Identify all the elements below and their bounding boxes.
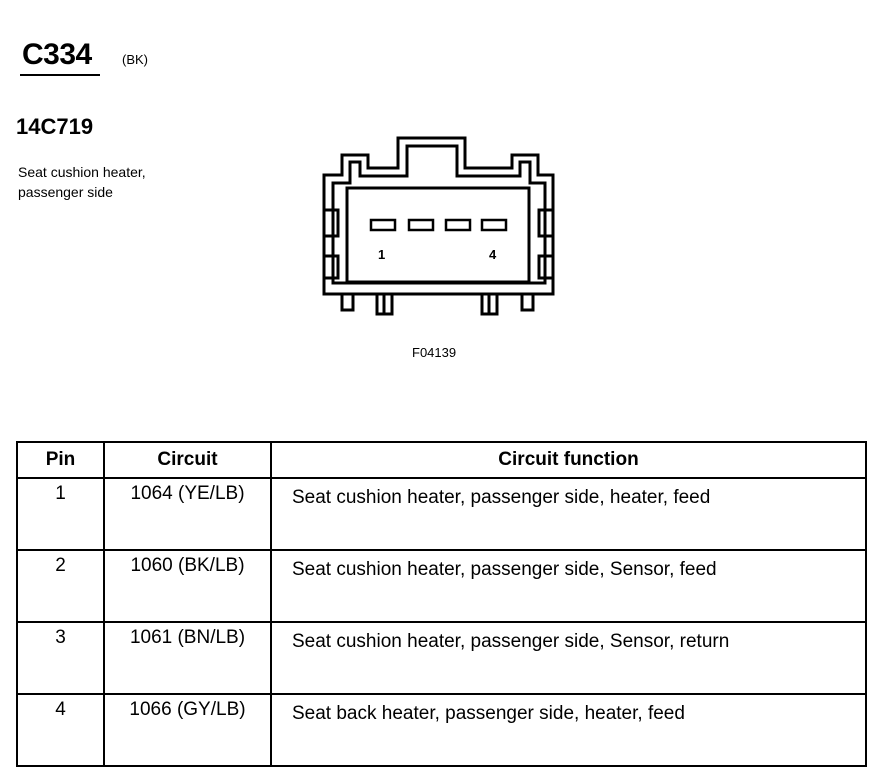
header-circuit-function: Circuit function (271, 442, 866, 478)
header-pin: Pin (17, 442, 104, 478)
bottom-leg-2 (377, 294, 392, 314)
table-row (17, 550, 866, 622)
pin-cell: 4 (17, 694, 104, 766)
connector-color: (BK) (122, 52, 148, 67)
table-row (17, 694, 866, 766)
function-cell: Seat back heater, passenger side, heater, feed (271, 694, 866, 766)
pin-cavity-4 (482, 220, 506, 230)
left-latch-upper (324, 210, 338, 236)
pin-cell: 2 (17, 550, 104, 622)
connector-id: C334 (22, 38, 92, 71)
circuit-cell: 1060 (BK/LB) (104, 550, 271, 622)
component-id: 14C719 (16, 114, 94, 139)
pin-label-last: 4 (489, 247, 497, 262)
pin-cavity-2 (409, 220, 433, 230)
pin-label-first: 1 (378, 247, 386, 262)
component-description-line2: passenger side (18, 184, 113, 200)
circuit-cell: 1064 (YE/LB) (104, 478, 271, 550)
pin-cavity-3 (446, 220, 470, 230)
pin-table (16, 441, 867, 767)
table-header-row (17, 442, 866, 478)
table-row (17, 478, 866, 550)
figure-number: F04139 (412, 345, 457, 360)
connector-face-diagram (318, 136, 558, 318)
component-description-line1: Seat cushion heater, (18, 164, 146, 180)
bottom-leg-4 (522, 294, 533, 310)
connector-cavity (347, 188, 529, 282)
component-description (18, 162, 146, 202)
circuit-cell: 1061 (BN/LB) (104, 622, 271, 694)
bottom-leg-3 (482, 294, 497, 314)
function-cell: Seat cushion heater, passenger side, heater, feed (271, 478, 866, 550)
pin-cavity-1 (371, 220, 395, 230)
connector-id-underline (20, 74, 100, 76)
pin-cell: 3 (17, 622, 104, 694)
header-circuit: Circuit (104, 442, 271, 478)
function-cell: Seat cushion heater, passenger side, Sensor, return (271, 622, 866, 694)
bottom-leg-1 (342, 294, 353, 310)
circuit-cell: 1066 (GY/LB) (104, 694, 271, 766)
table-row (17, 622, 866, 694)
left-latch-lower (324, 256, 338, 278)
function-cell: Seat cushion heater, passenger side, Sensor, feed (271, 550, 866, 622)
pin-cell: 1 (17, 478, 104, 550)
